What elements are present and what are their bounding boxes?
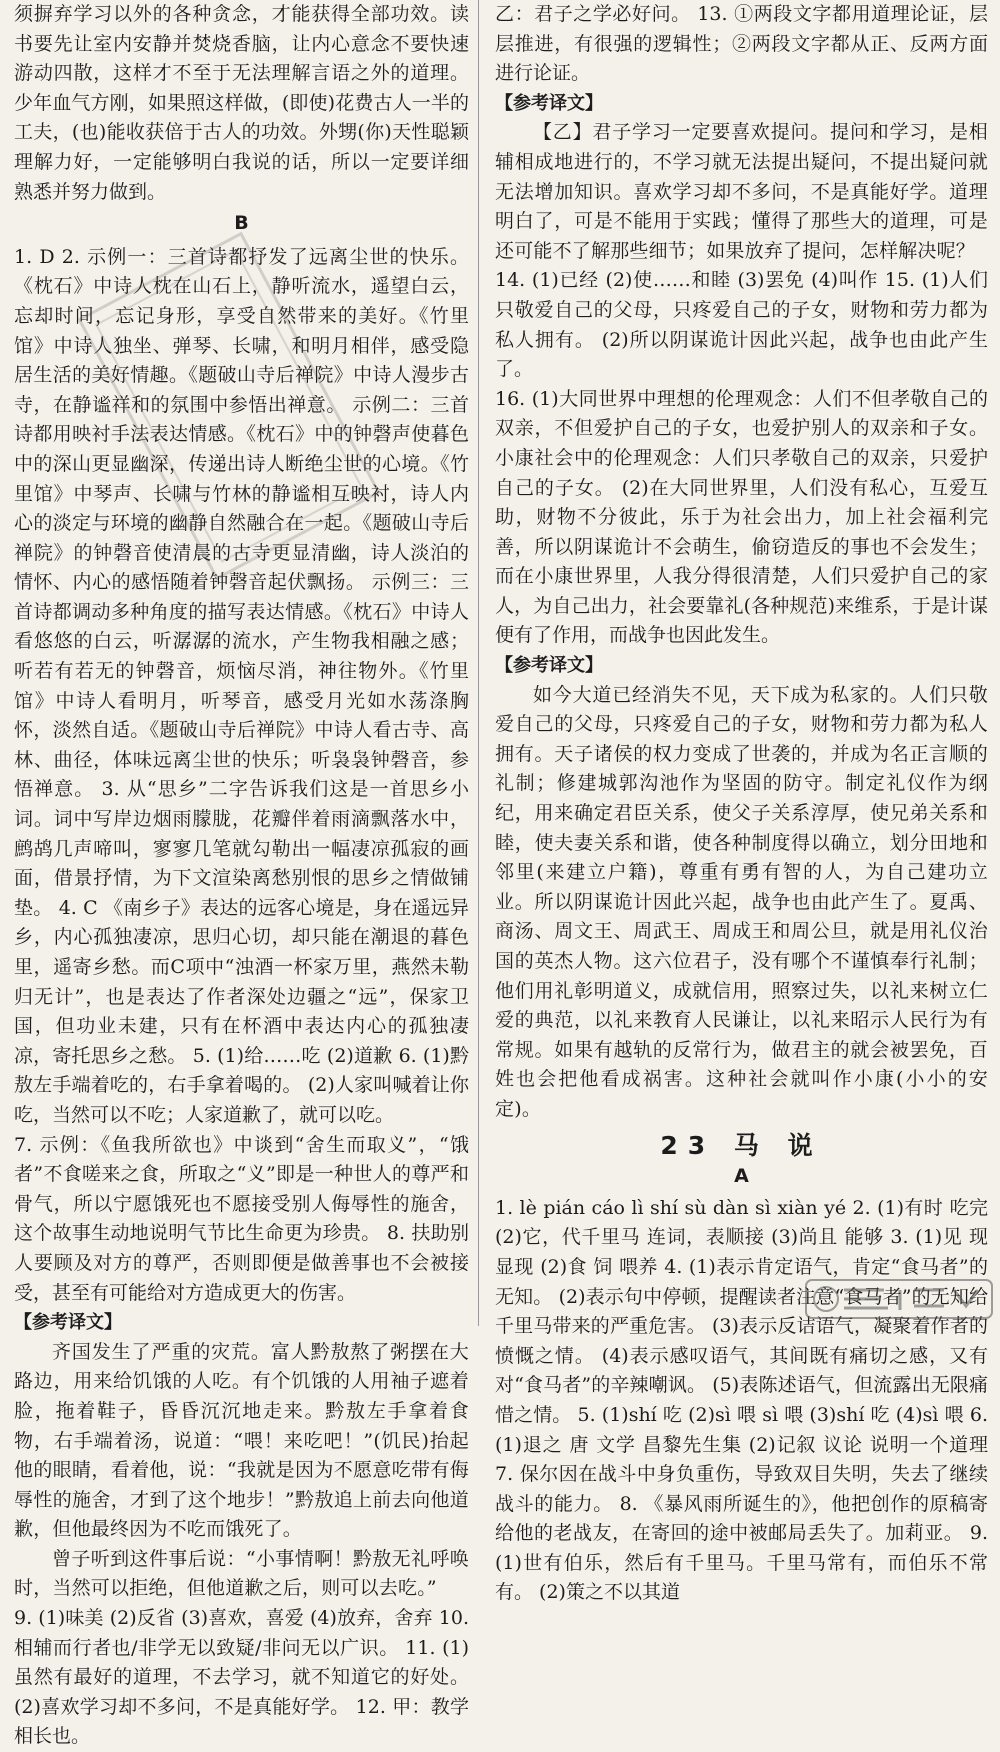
left-column — [0, 0, 477, 1748]
lesson-title: 23 马 说 — [660, 1130, 823, 1160]
section-b-heading: B — [234, 212, 249, 235]
column-divider — [478, 0, 479, 1326]
translation-yi: 【乙】君子学习一定要喜欢提问。提问和学习，是相辅相成地进行的，不学习就无法提出疑问，不提出疑问就无法增加知识。喜欢学习却不多问，不是真能好学。道理明白了，可是不能用于实践；懂得了那些大的道理，可是还可能不了解那些细节；如果放弃了提问，怎样解决呢？ — [495, 121, 988, 262]
reference-translation-label: 【 参考译文 】 — [495, 92, 603, 116]
answers-7-8: 7. 示例：《鱼我所欲也》中谈到“舍生而取义”，“饿者”不食嗟来之食，所取之“义”即是一种世人的尊严和骨气，所以宁愿饿死也不愿接受别人侮辱性的施舍，这个故事生动地说明气节比生命更为珍贵。 8. 扶助别人要顾及对方的尊严，否则即便是做善事也不会被接受，甚至有可能给对方造成更大的伤害。 — [14, 1133, 469, 1304]
answer-13: 乙：君子之学必好问。 13. ①两段文字都用道理论证，层层推进，有很强的逻辑性；②两段文字都从正、反两方面进行论证。 — [495, 3, 988, 85]
answer-16: 16. (1)大同世界中理想的伦理观念：人们不但孝敬自己的双亲，不但爱护自己的子女，也爱护别人的双亲和子女。小康社会中的伦理观念：人们只孝敬自己的双亲，只爱护自己的子女。 (2)在大同世界里，人们没有私心，互爱互助，财物不分彼此，乐于为社会出力，加上社会福利完善，所以阴谋诡计不会萌生，偷窃造反的事也不会发生；而在小康世界里，人我分得很清楚，人们只爱护自己的家人，为自己出力，社会要靠礼(各种规范)来维系，于是计谋便有了作用，而战争也因此发生。 — [495, 387, 988, 647]
section-a-answers: 1. lè pián cáo lì shí sù dàn sì xiàn yé 2. (1)有时 吃完 (2)它，代千里马 连词，表顺接 (3)尚且 能够 3. (1)见 现 显现 (2)食 饲 喂养 4. (1)表示肯定语气，肯定“食马者”的无知。 (2)表示句中停顿，提醒读者注意“食马者”的无知给千里马带来的严重危害。 (3)表示反诘语气，凝聚着作者的愤慨之情。 (4)表示感叹语气，其间既有痛切之感，又有对“食马者”的辛辣嘲讽。 (5)表陈述语气，但流露出无限痛惜之情。 5. (1)shí 吃 (2)sì 喂 sì 喂 (3)shí 吃 (4)sì 喂 6. (1)退之 唐 文学 昌黎先生集 (2)记叙 议论 说明一个道理 7. 保尔因在战斗中身负重伤，导致双目失明，失去了继续战斗的能力。 8. 《暴风雨所诞生的》，他把创作的原稿寄给他的老战友，在寄回的途中被邮局丢失了。加莉亚。 9. (1)世有伯乐，然后有千里马。千里马常有，而伯乐不常有。 (2)策之不以其道 — [495, 1196, 988, 1604]
right-column — [481, 0, 1000, 1604]
section-b-answers: 1. D 2. 示例一：三首诗都抒发了远离尘世的快乐。《枕石》中诗人枕在山石上，静听流水，遥望白云，忘却时间，忘记身形，享受自然带来的美好。《竹里馆》中诗人独坐、弹琴、长啸，和明月相伴，感受隐居生活的美好情趣。《题破山寺后禅院》中诗人漫步古寺，在静谧祥和的氛围中参悟出禅意。 示例二：三首诗都用映衬手法表达情感。《枕石》中的钟磬声使暮色中的深山更显幽深，传递出诗人断绝尘世的心境。《竹里馆》中琴声、长啸与竹林的静谧相互映衬，诗人内心的淡定与环境的幽静自然融合在一起。《题破山寺后禅院》的钟磬音使清晨的古寺更显清幽，诗人淡泊的情怀、内心的感悟随着钟磬音起伏飘扬。 示例三：三首诗都调动多种角度的描写表达情感。《枕石》中诗人看悠悠的白云，听潺潺的流水，产生物我相融之感；听若有若无的钟磬音，烦恼尽消，神往物外。《竹里馆》中诗人看明月，听琴音，感受月光如水荡涤胸怀，淡然自适。《题破山寺后禅院》中诗人看古寺、高林、曲径，体味远离尘世的快乐；听袅袅钟磬音，参悟禅意。 3. 从“思乡”二字告诉我们这是一首思乡小词。词中写岸边烟雨朦胧，花瓣伴着雨滴飘落水中，鹧鸪几声啼叫，寥寥几笔就勾勒出一幅凄凉孤寂的画面，借景抒情，为下文渲染离愁别恨的思乡之情做铺垫。 4. C 《南乡子》表达的远客心境是，身在遥远异乡，内心孤独凄凉，思归心切，却只能在潮退的暮色里，遥寄乡愁。而C项中“浊酒一杯家万里，燕然未勒归无计”，也是表达了作者深处边疆之“远”，保家卫国，但功业未建，只有在杯酒中表达内心的孤独凄凉，寄托思乡之愁。 5. (1)给……吃 (2)道歉 6. (1)黔敖左手端着吃的，右手拿着喝的。 (2)人家叫喊着让你吃，当然可以不吃；人家道歉了，就可以吃。 — [14, 245, 469, 1126]
reference-translation-label: 【 参考译文 】 — [14, 1311, 122, 1335]
answers-14-15: 14. (1)已经 (2)使……和睦 (3)罢免 (4)叫作 15. (1)人们只敬爱自己的父母，只疼爱自己的子女，财物和劳力都为私人拥有。 (2)所以阴谋诡计因此兴起，战争也由此产生了。 — [495, 269, 988, 381]
reference-translation-label: 【 参考译文 】 — [495, 654, 603, 678]
translation-xiaokang: 如今大道已经消失不见，天下成为私家的。人们只敬爱自己的父母，只疼爱自己的子女，财物和劳力都为私人拥有。天子诸侯的权力变成了世袭的，并成为名正言顺的礼制；修建城郭沟池作为坚固的防守。制定礼仪作为纲纪，用来确定君臣关系，使父子关系淳厚，使兄弟关系和睦，使夫妻关系和谐，使各种制度得以确立，划分田地和邻里(来建立户籍)，尊重有勇有智的人，为自己建功立业。所以阴谋诡计因此兴起，战争也由此产生了。夏禹、商汤、周文王、周武王、周成王和周公旦，就是用礼仪治国的英杰人物。这六位君子，没有哪个不谨慎奉行礼制；他们用礼彰明道义，成就信用，照察过失，以礼来树立仁爱的典范，以礼来教育人民谦让，以礼来昭示人民行为有常规。如果有越轨的反常行为，做君主的就会被罢免，百姓也会把他看成祸害。这种社会就叫作小康(小小的安定)。 — [495, 683, 988, 1120]
section-a-heading: A — [734, 1165, 749, 1188]
left-translation-continued: 须摒弃学习以外的各种贪念，才能获得全部功效。读书要先让室内安静并焚烧香脑，让内心意念不要快速游动四散，这样才不至于无法理解言语之外的道理。少年血气方刚，如果照这样做，(即使)花费古人一半的工夫，(也)能收获倍于古人的功效。外甥(你)天性聪颖理解力好，一定能够明白我说的话，所以一定要详细熟悉并努力做到。 — [14, 3, 469, 203]
answers-9-12: 9. (1)味美 (2)反省 (3)喜欢，喜爱 (4)放弃，舍弃 10. 相辅而行者也/非学无以致疑/非问无以广识。 11. (1)虽然有最好的道理，不去学习，就不知道它的好处。 (2)喜欢学习却不多问，不是真能好学。 12. 甲：教学相长也。 — [14, 1607, 469, 1748]
translation-paragraph-1: 齐国发生了严重的灾荒。富人黔敖熬了粥摆在大路边，用来给饥饿的人吃。有个饥饿的人用袖子遮着脸，拖着鞋子，昏昏沉沉地走来。黔敖左手拿着食物，右手端着汤，说道：“喂！来吃吧！”(饥民)抬起他的眼睛，看着他，说：“我就是因为不愿意吃带有侮辱性的施舍，才到了这个地步！”黔敖追上前去向他道歉，但他最终因为不吃而饿死了。 — [14, 1340, 469, 1541]
translation-paragraph-2: 曾子听到这件事后说：“小事情啊！黔敖无礼呼唤时，当然可以拒绝，但他道歉之后，则可以去吃。” — [14, 1547, 469, 1600]
